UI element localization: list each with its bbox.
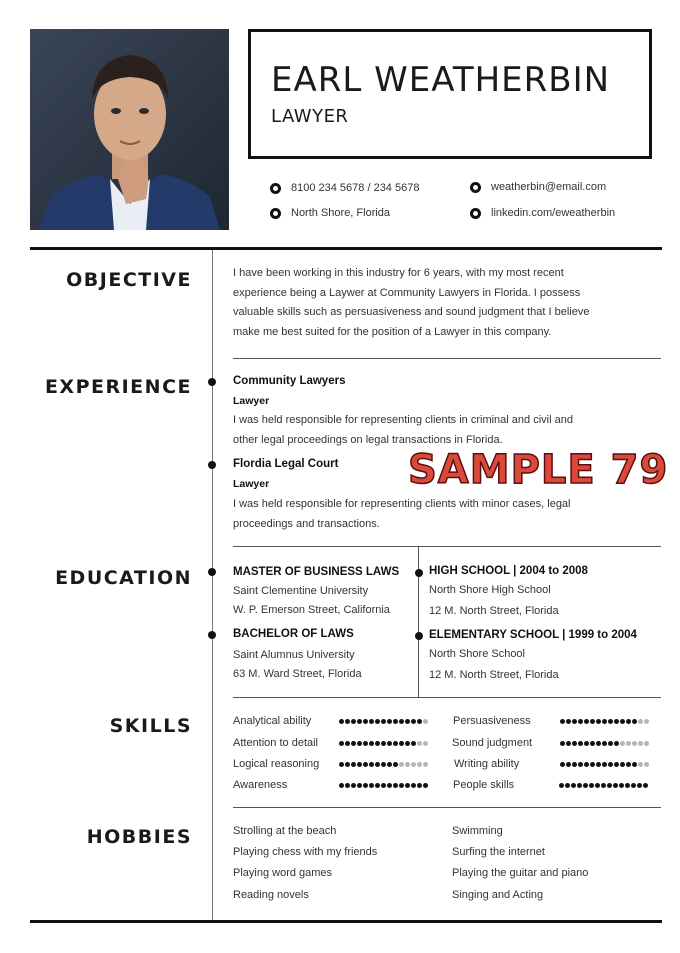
rating-dot bbox=[578, 762, 583, 767]
skill-rating bbox=[560, 762, 649, 767]
linkedin-text[interactable]: linkedin.com/eweatherbin bbox=[491, 207, 616, 219]
rating-dot bbox=[560, 762, 565, 767]
rating-dot bbox=[596, 762, 601, 767]
hobby-item: Strolling at the beach bbox=[233, 825, 337, 837]
rating-dot bbox=[632, 762, 637, 767]
rating-dot bbox=[417, 762, 422, 767]
hobbies-heading: HOBBIES bbox=[86, 826, 192, 848]
rating-dot bbox=[375, 719, 380, 724]
objective-line: make me best suited for the position of a Lawyer in this company. bbox=[233, 325, 552, 338]
rating-dot bbox=[584, 741, 589, 746]
rating-dot bbox=[411, 783, 416, 788]
rating-dot bbox=[357, 741, 362, 746]
rating-dot bbox=[614, 741, 619, 746]
hobby-item: Surfing the internet bbox=[452, 846, 545, 858]
rating-dot bbox=[620, 741, 625, 746]
rating-dot bbox=[405, 762, 410, 767]
education-school: Saint Alumnus University bbox=[233, 649, 355, 661]
rating-dot bbox=[626, 719, 631, 724]
education-degree: BACHELOR OF LAWS bbox=[233, 628, 354, 640]
rating-dot bbox=[375, 783, 380, 788]
experience-heading: EXPERIENCE bbox=[44, 376, 192, 398]
location-pin-icon bbox=[270, 208, 281, 219]
rating-dot bbox=[405, 719, 410, 724]
rating-dot bbox=[393, 741, 398, 746]
timeline-dot bbox=[208, 631, 216, 639]
linkedin-contact[interactable] bbox=[470, 207, 615, 219]
rating-dot bbox=[399, 741, 404, 746]
name-box bbox=[248, 29, 652, 159]
objective-heading: OBJECTIVE bbox=[66, 269, 192, 291]
rating-dot bbox=[363, 719, 368, 724]
rating-dot bbox=[608, 719, 613, 724]
education-degree: HIGH SCHOOL | 2004 to 2008 bbox=[429, 565, 588, 577]
rating-dot bbox=[399, 783, 404, 788]
rating-dot bbox=[638, 762, 643, 767]
rating-dot bbox=[381, 719, 386, 724]
rating-dot bbox=[363, 783, 368, 788]
skill-rating bbox=[560, 719, 649, 724]
rating-dot bbox=[589, 783, 594, 788]
rating-dot bbox=[387, 783, 392, 788]
rating-dot bbox=[339, 762, 344, 767]
hobby-item: Swimming bbox=[452, 825, 503, 837]
job-description-line: I was held responsible for representing clients with minor cases, legal bbox=[233, 498, 571, 510]
rating-dot bbox=[607, 783, 612, 788]
skills-heading: SKILLS bbox=[109, 715, 192, 737]
rating-dot bbox=[375, 762, 380, 767]
email-icon bbox=[470, 182, 481, 193]
rating-dot bbox=[369, 783, 374, 788]
phone-text: 8100 234 5678 / 234 5678 bbox=[291, 182, 420, 194]
rating-dot bbox=[387, 719, 392, 724]
rating-dot bbox=[417, 719, 422, 724]
objective-line: valuable skills such as persuasiveness and sound judgment that I believe bbox=[233, 306, 590, 318]
phone-icon bbox=[270, 183, 281, 194]
rating-dot bbox=[417, 783, 422, 788]
education-address: 12 M. North Street, Florida bbox=[429, 605, 559, 617]
rating-dot bbox=[565, 783, 570, 788]
top-divider bbox=[30, 247, 662, 250]
rating-dot bbox=[345, 741, 350, 746]
rating-dot bbox=[571, 783, 576, 788]
rating-dot bbox=[602, 719, 607, 724]
timeline-dot bbox=[415, 569, 423, 577]
rating-dot bbox=[638, 719, 643, 724]
rating-dot bbox=[625, 783, 630, 788]
location-contact bbox=[270, 207, 390, 219]
skill-name: Writing ability bbox=[454, 758, 520, 770]
rating-dot bbox=[559, 783, 564, 788]
rating-dot bbox=[632, 741, 637, 746]
job-company: Flordia Legal Court bbox=[233, 458, 339, 470]
rating-dot bbox=[357, 719, 362, 724]
rating-dot bbox=[619, 783, 624, 788]
rating-dot bbox=[566, 719, 571, 724]
rating-dot bbox=[369, 762, 374, 767]
rating-dot bbox=[613, 783, 618, 788]
sample-watermark: SAMPLE 79 bbox=[408, 447, 669, 493]
rating-dot bbox=[369, 741, 374, 746]
job-role: Lawyer bbox=[233, 478, 270, 490]
job-description-line: other legal proceedings on legal transactions in Florida. bbox=[233, 433, 503, 446]
rating-dot bbox=[572, 762, 577, 767]
rating-dot bbox=[339, 741, 344, 746]
rating-dot bbox=[626, 762, 631, 767]
hobby-item: Playing the guitar and piano bbox=[452, 867, 589, 879]
rating-dot bbox=[363, 741, 368, 746]
rating-dot bbox=[614, 762, 619, 767]
rating-dot bbox=[566, 762, 571, 767]
rating-dot bbox=[614, 719, 619, 724]
rating-dot bbox=[423, 719, 428, 724]
email-text[interactable]: weatherbin@email.com bbox=[491, 181, 607, 193]
skill-name: Persuasiveness bbox=[453, 715, 531, 727]
timeline-dot bbox=[415, 632, 423, 640]
rating-dot bbox=[369, 719, 374, 724]
skill-name: People skills bbox=[453, 779, 515, 791]
job-role: Lawyer bbox=[233, 395, 270, 407]
rating-dot bbox=[345, 762, 350, 767]
timeline-dot bbox=[208, 568, 216, 576]
rating-dot bbox=[596, 719, 601, 724]
location-text: North Shore, Florida bbox=[291, 207, 391, 219]
rating-dot bbox=[381, 783, 386, 788]
rating-dot bbox=[637, 783, 642, 788]
rating-dot bbox=[423, 741, 428, 746]
rating-dot bbox=[578, 719, 583, 724]
rating-dot bbox=[590, 762, 595, 767]
timeline-dot bbox=[208, 378, 216, 386]
rating-dot bbox=[411, 719, 416, 724]
rating-dot bbox=[577, 783, 582, 788]
rating-dot bbox=[595, 783, 600, 788]
education-school: Saint Clementine University bbox=[233, 585, 369, 597]
rating-dot bbox=[351, 719, 356, 724]
rating-dot bbox=[357, 783, 362, 788]
hobby-item: Playing chess with my friends bbox=[233, 846, 378, 858]
rating-dot bbox=[566, 741, 571, 746]
rating-dot bbox=[387, 741, 392, 746]
rating-dot bbox=[393, 762, 398, 767]
rating-dot bbox=[351, 741, 356, 746]
rating-dot bbox=[423, 762, 428, 767]
education-address: W. P. Emerson Street, California bbox=[233, 604, 390, 616]
timeline-dot bbox=[208, 461, 216, 469]
rating-dot bbox=[351, 783, 356, 788]
education-address: 63 M. Ward Street, Florida bbox=[233, 668, 362, 680]
rating-dot bbox=[345, 783, 350, 788]
rating-dot bbox=[626, 741, 631, 746]
rating-dot bbox=[399, 762, 404, 767]
education-heading: EDUCATION bbox=[55, 567, 192, 589]
rating-dot bbox=[583, 783, 588, 788]
rating-dot bbox=[602, 741, 607, 746]
skill-rating bbox=[559, 783, 648, 788]
job-description-line: proceedings and transactions. bbox=[233, 517, 380, 530]
rating-dot bbox=[381, 762, 386, 767]
education-address: 12 M. North Street, Florida bbox=[429, 669, 559, 681]
education-school: North Shore High School bbox=[429, 584, 551, 596]
skill-rating bbox=[339, 719, 428, 724]
rating-dot bbox=[423, 783, 428, 788]
rating-dot bbox=[363, 762, 368, 767]
rating-dot bbox=[608, 741, 613, 746]
job-company: Community Lawyers bbox=[233, 375, 346, 387]
rating-dot bbox=[644, 719, 649, 724]
hobby-item: Singing and Acting bbox=[452, 889, 544, 901]
rating-dot bbox=[560, 741, 565, 746]
rating-dot bbox=[339, 719, 344, 724]
rating-dot bbox=[620, 719, 625, 724]
objective-text bbox=[233, 264, 613, 342]
skill-name: Analytical ability bbox=[233, 715, 312, 727]
skill-rating bbox=[339, 741, 428, 746]
hobby-item: Reading novels bbox=[233, 889, 309, 901]
timeline-line bbox=[212, 250, 213, 922]
rating-dot bbox=[601, 783, 606, 788]
rating-dot bbox=[578, 741, 583, 746]
rating-dot bbox=[584, 762, 589, 767]
rating-dot bbox=[620, 762, 625, 767]
rating-dot bbox=[572, 741, 577, 746]
rating-dot bbox=[399, 719, 404, 724]
job-description bbox=[233, 411, 633, 450]
rating-dot bbox=[339, 783, 344, 788]
skill-name: Sound judgment bbox=[452, 737, 533, 749]
rating-dot bbox=[590, 719, 595, 724]
objective-line: I have been working in this industry for 6 years, with my most recent bbox=[233, 267, 564, 279]
objective-divider bbox=[233, 358, 661, 359]
rating-dot bbox=[608, 762, 613, 767]
rating-dot bbox=[584, 719, 589, 724]
education-degree: ELEMENTARY SCHOOL | 1999 to 2004 bbox=[429, 629, 637, 641]
rating-dot bbox=[411, 741, 416, 746]
bottom-divider bbox=[30, 920, 662, 923]
rating-dot bbox=[632, 719, 637, 724]
skill-rating bbox=[560, 741, 649, 746]
education-bottom-divider bbox=[233, 697, 661, 698]
education-school: North Shore School bbox=[429, 648, 525, 660]
rating-dot bbox=[411, 762, 416, 767]
candidate-role: LAWYER bbox=[271, 106, 349, 127]
objective-line: experience being a Laywer at Community Lawyers in Florida. I possess bbox=[233, 286, 581, 299]
rating-dot bbox=[381, 741, 386, 746]
rating-dot bbox=[405, 783, 410, 788]
rating-dot bbox=[375, 741, 380, 746]
rating-dot bbox=[590, 741, 595, 746]
rating-dot bbox=[644, 741, 649, 746]
rating-dot bbox=[631, 783, 636, 788]
email-contact[interactable] bbox=[470, 181, 606, 193]
rating-dot bbox=[345, 719, 350, 724]
rating-dot bbox=[387, 762, 392, 767]
skills-divider bbox=[233, 807, 661, 808]
skill-name: Awareness bbox=[233, 779, 288, 791]
rating-dot bbox=[417, 741, 422, 746]
rating-dot bbox=[643, 783, 648, 788]
rating-dot bbox=[393, 783, 398, 788]
rating-dot bbox=[638, 741, 643, 746]
rating-dot bbox=[405, 741, 410, 746]
education-top-divider bbox=[233, 546, 661, 547]
skill-name: Attention to detail bbox=[233, 737, 319, 749]
rating-dot bbox=[644, 762, 649, 767]
skill-rating bbox=[339, 783, 428, 788]
profile-photo bbox=[30, 29, 229, 230]
skill-rating bbox=[339, 762, 428, 767]
skill-name: Logical reasoning bbox=[233, 758, 320, 770]
rating-dot bbox=[560, 719, 565, 724]
rating-dot bbox=[596, 741, 601, 746]
rating-dot bbox=[393, 719, 398, 724]
phone-contact bbox=[270, 182, 419, 194]
candidate-name: EARL WEATHERBIN bbox=[271, 60, 611, 100]
education-degree: MASTER OF BUSINESS LAWS bbox=[233, 566, 400, 578]
job-description-line: I was held responsible for representing clients in criminal and civil and bbox=[233, 414, 573, 426]
linkedin-icon bbox=[470, 208, 481, 219]
rating-dot bbox=[351, 762, 356, 767]
rating-dot bbox=[357, 762, 362, 767]
rating-dot bbox=[572, 719, 577, 724]
rating-dot bbox=[602, 762, 607, 767]
job-description bbox=[233, 495, 633, 534]
hobby-item: Playing word games bbox=[233, 867, 333, 879]
